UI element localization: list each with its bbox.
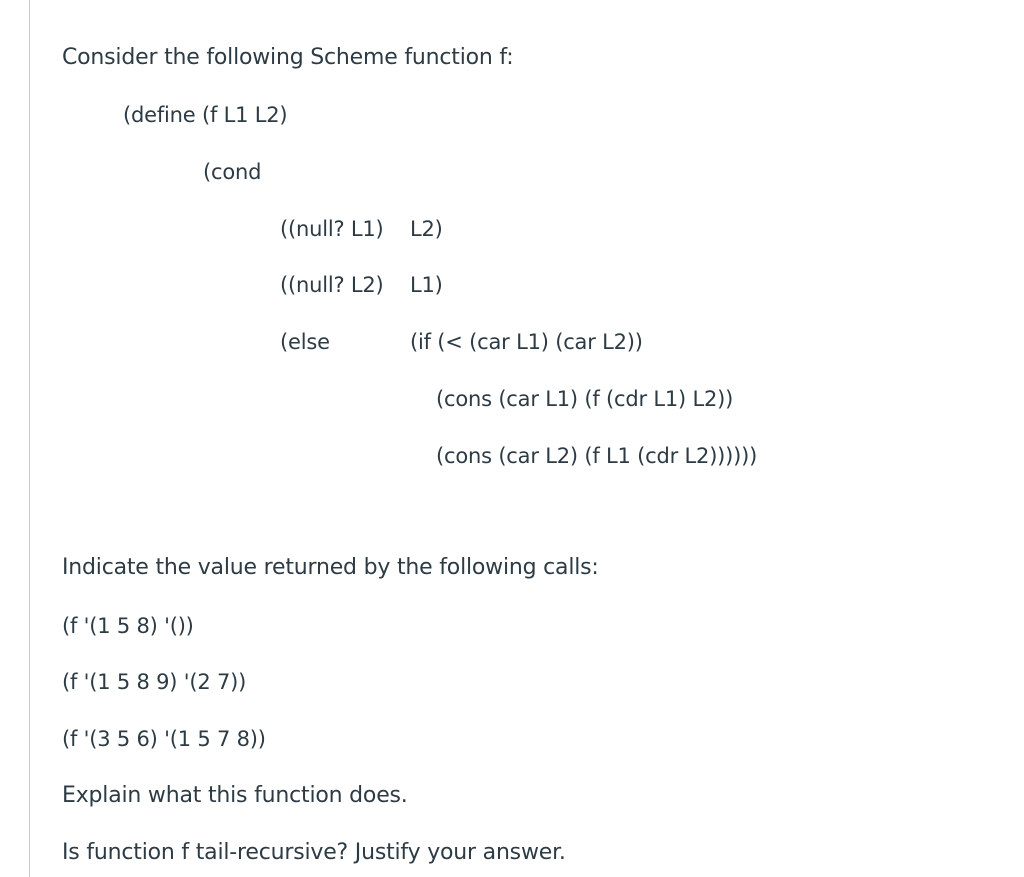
content-left-border: [29, 0, 30, 877]
code-else-line: (cons (car L2) (f L1 (cdr L2)))))): [436, 444, 758, 468]
call-item: (f '(1 5 8) '()): [62, 614, 194, 638]
code-then-line: (cons (car L1) (f (cdr L1) L2)): [436, 387, 734, 411]
code-cond-line: (cond: [203, 160, 262, 184]
code-if-line: (if (< (car L1) (car L2)): [410, 330, 643, 354]
explain-prompt: Explain what this function does.: [62, 783, 408, 808]
code-else-keyword: (else: [280, 330, 330, 354]
call-item: (f '(1 5 8 9) '(2 7)): [62, 670, 247, 694]
tail-recursive-prompt: Is function f tail-recursive? Justify your answer.: [62, 840, 566, 865]
code-clause2-test: ((null? L2): [280, 273, 384, 297]
code-define-line: (define (f L1 L2): [123, 103, 288, 127]
question-intro: Consider the following Scheme function f:: [62, 45, 514, 70]
call-item: (f '(3 5 6) '(1 5 7 8)): [62, 727, 266, 751]
code-clause1-test: ((null? L1): [280, 217, 384, 241]
calls-prompt: Indicate the value returned by the following calls:: [62, 555, 599, 580]
code-clause1-result: L2): [410, 217, 443, 241]
code-clause2-result: L1): [410, 273, 443, 297]
